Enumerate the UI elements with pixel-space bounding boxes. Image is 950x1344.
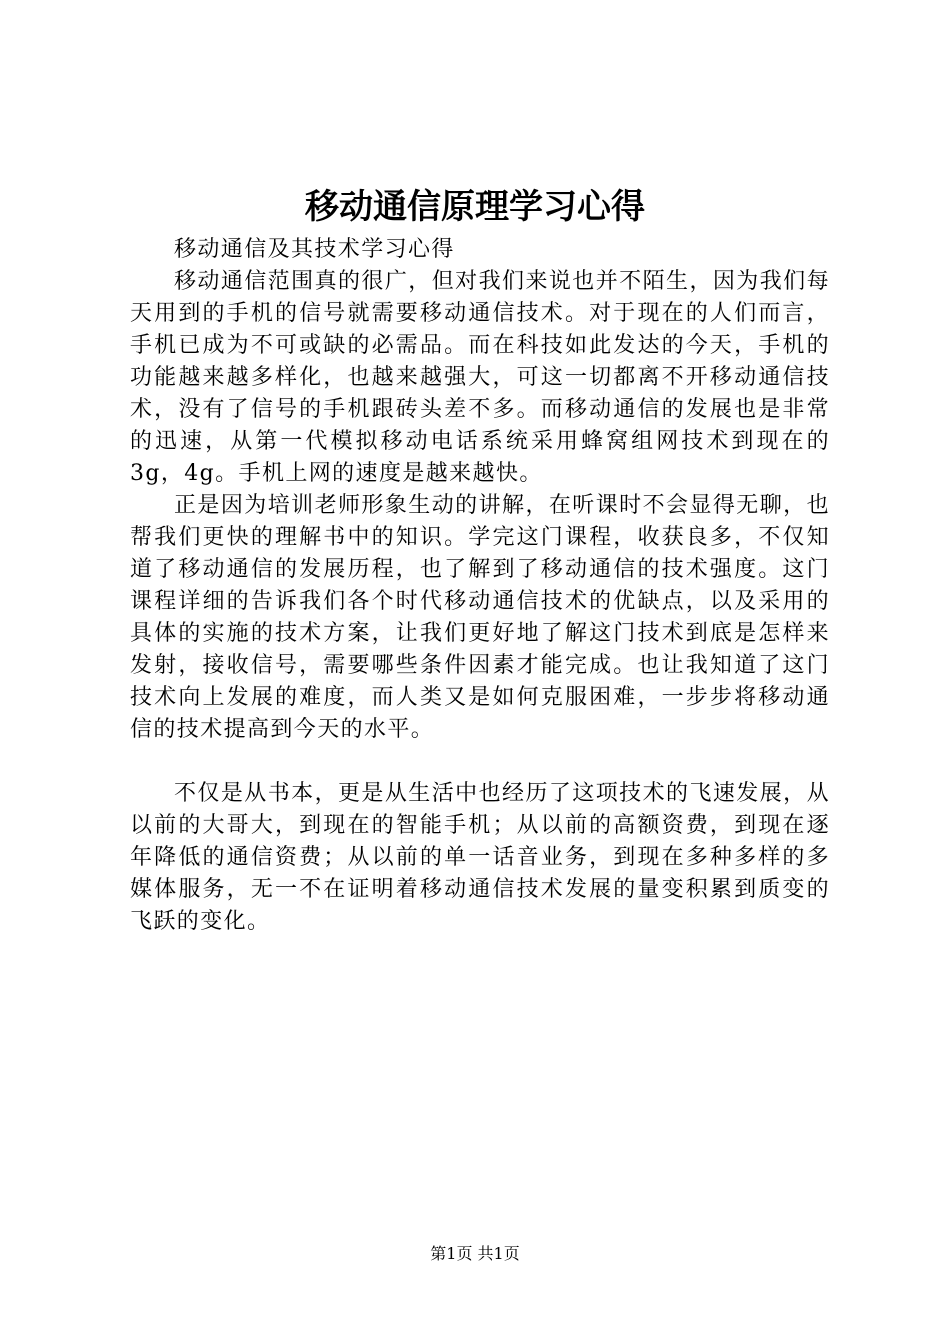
- paragraph-3: 不仅是从书本，更是从生活中也经历了这项技术的飞速发展，从以前的大哥大，到现在的智能手机；从以前的高额资费，到现在逐年降低的通信资费；从以前的单一话音业务，到现在多种多样的多媒体服务，无一不在证明着移动通信技术发展的量变积累到质变的飞跃的变化。: [130, 781, 830, 934]
- paragraph-1: 移动通信范围真的很广，但对我们来说也并不陌生，因为我们每天用到的手机的信号就需要移动通信技术。对于现在的人们而言，手机已成为不可或缺的必需品。而在科技如此发达的今天，手机的功能越来越多样化，也越来越强大，可这一切都离不开移动通信技术，没有了信号的手机跟砖头差不多。而移动通信的发展也是非常的迅速，从第一代模拟移动电话系统采用蜂窝组网技术到现在的3g，4g。手机上网的速度是越来越快。: [130, 269, 830, 486]
- paragraph-2: 正是因为培训老师形象生动的讲解，在听课时不会显得无聊，也帮我们更快的理解书中的知识。学完这门课程，收获良多，不仅知道了移动通信的发展历程，也了解到了移动通信的技术强度。这门课程详细的告诉我们各个时代移动通信技术的优缺点，以及采用的具体的实施的技术方案，让我们更好地了解这门技术到底是怎样来发射，接收信号，需要哪些条件因素才能完成。也让我知道了这门技术向上发展的难度，而人类又是如何克服困难，一步步将移动通信的技术提高到今天的水平。: [130, 493, 830, 742]
- document-title: 移动通信原理学习心得: [305, 187, 645, 227]
- document-body: [130, 234, 830, 938]
- document-subtitle: 移动通信及其技术学习心得: [174, 237, 455, 262]
- page-footer: 第1页 共1页: [430, 1244, 520, 1263]
